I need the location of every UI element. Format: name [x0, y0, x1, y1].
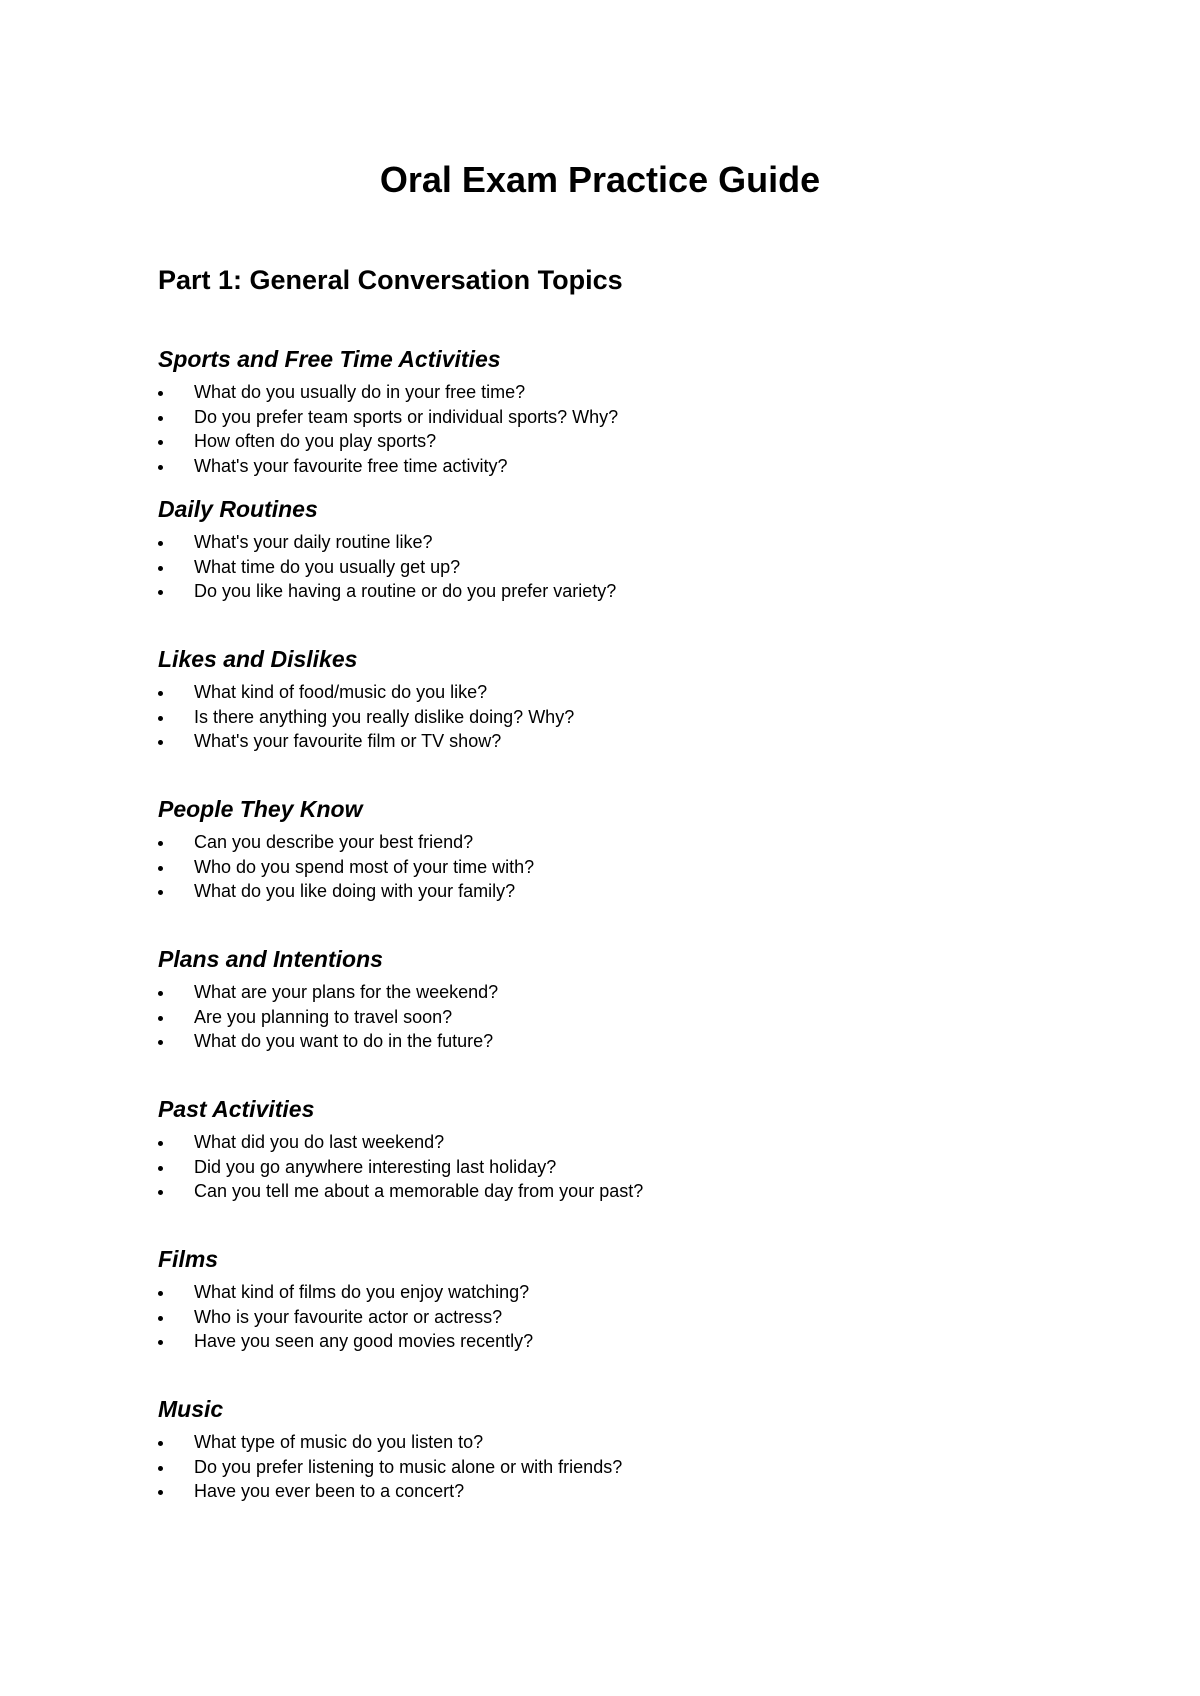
- list-item: [158, 380, 1058, 405]
- question-list: [158, 380, 1058, 478]
- question-text: Who is your favourite actor or actress?: [194, 1306, 503, 1327]
- question-text: Can you describe your best friend?: [194, 832, 474, 852]
- bullet-icon: [158, 391, 163, 396]
- question-list: [158, 1430, 1058, 1504]
- question-list: [158, 1130, 1058, 1204]
- list-item: [158, 1479, 1058, 1504]
- question-text: What do you usually do in your free time?: [194, 382, 526, 402]
- topic-section: [158, 1094, 1058, 1244]
- question-text: How often do you play sports?: [194, 431, 437, 451]
- bullet-icon: [158, 1441, 163, 1446]
- bullet-icon: [158, 1040, 163, 1045]
- bullet-icon: [158, 1016, 163, 1021]
- section-heading: Likes and Dislikes: [158, 646, 358, 672]
- bullet-icon: [158, 1490, 163, 1495]
- topic-section: [158, 1394, 1058, 1544]
- bullet-icon: [158, 841, 163, 846]
- list-item: [158, 1430, 1058, 1455]
- document-title: Oral Exam Practice Guide: [379, 159, 821, 200]
- question-text: Who do you spend most of your time with?: [194, 856, 535, 877]
- bullet-icon: [158, 566, 163, 571]
- question-text: What's your daily routine like?: [194, 532, 433, 552]
- list-item: [158, 705, 1058, 730]
- bullet-icon: [158, 465, 163, 470]
- list-item: [158, 879, 1058, 904]
- bullet-icon: [158, 1291, 163, 1296]
- question-text: What kind of films do you enjoy watching?: [194, 1282, 530, 1302]
- question-list: [158, 680, 1058, 754]
- bullet-icon: [158, 541, 163, 546]
- topic-section: [158, 794, 1058, 944]
- question-text: Are you planning to travel soon?: [194, 1006, 453, 1027]
- question-text: Have you seen any good movies recently?: [194, 1331, 534, 1351]
- bullet-icon: [158, 1340, 163, 1345]
- question-text: What's your favourite free time activity?: [194, 455, 508, 476]
- question-text: What time do you usually get up?: [194, 556, 461, 577]
- bullet-icon: [158, 1166, 163, 1171]
- question-text: Is there anything you really dislike doing? Why?: [194, 706, 575, 727]
- section-heading: Daily Routines: [158, 496, 318, 522]
- section-heading: Films: [158, 1246, 219, 1272]
- bullet-icon: [158, 1141, 163, 1146]
- bullet-icon: [158, 866, 163, 871]
- bullet-icon: [158, 740, 163, 745]
- part-heading: Part 1: General Conversation Topics: [158, 265, 623, 295]
- topic-section: [158, 344, 1058, 494]
- list-item: [158, 1455, 1058, 1480]
- bullet-icon: [158, 440, 163, 445]
- list-item: [158, 1329, 1058, 1354]
- list-item: [158, 1130, 1058, 1155]
- question-text: Do you like having a routine or do you prefer variety?: [194, 581, 617, 601]
- question-text: What are your plans for the weekend?: [194, 982, 499, 1002]
- section-heading: Past Activities: [158, 1096, 315, 1122]
- list-item: [158, 1005, 1058, 1030]
- list-item: [158, 454, 1058, 479]
- section-heading: Plans and Intentions: [158, 946, 383, 972]
- bullet-icon: [158, 590, 163, 595]
- section-heading: People They Know: [158, 796, 363, 822]
- topic-section: [158, 494, 1058, 644]
- bullet-icon: [158, 716, 163, 721]
- question-text: Do you prefer listening to music alone or with friends?: [194, 1456, 623, 1477]
- question-list: [158, 830, 1058, 904]
- list-item: [158, 680, 1058, 705]
- list-item: [158, 530, 1058, 555]
- bullet-icon: [158, 416, 163, 421]
- question-text: What's your favourite film or TV show?: [194, 731, 502, 751]
- question-list: [158, 1280, 1058, 1354]
- bullet-icon: [158, 1466, 163, 1471]
- question-text: Can you tell me about a memorable day from your past?: [194, 1181, 644, 1201]
- list-item: [158, 729, 1058, 754]
- bullet-icon: [158, 1190, 163, 1195]
- section-heading: Sports and Free Time Activities: [158, 346, 501, 372]
- list-item: [158, 855, 1058, 880]
- list-item: [158, 1029, 1058, 1054]
- question-list: [158, 980, 1058, 1054]
- list-item: [158, 1305, 1058, 1330]
- bullet-icon: [158, 991, 163, 996]
- list-item: [158, 980, 1058, 1005]
- list-item: [158, 555, 1058, 580]
- list-item: [158, 579, 1058, 604]
- bullet-icon: [158, 691, 163, 696]
- question-list: [158, 530, 1058, 604]
- question-text: What do you like doing with your family?: [194, 881, 516, 901]
- topic-section: [158, 644, 1058, 794]
- question-text: Do you prefer team sports or individual sports? Why?: [194, 406, 619, 427]
- question-text: What kind of food/music do you like?: [194, 682, 488, 702]
- section-heading: Music: [158, 1396, 224, 1422]
- list-item: [158, 1155, 1058, 1180]
- question-text: Have you ever been to a concert?: [194, 1481, 465, 1501]
- topic-section: [158, 944, 1058, 1094]
- topic-sections: [158, 344, 1058, 1544]
- list-item: [158, 830, 1058, 855]
- question-text: Did you go anywhere interesting last holiday?: [194, 1156, 557, 1177]
- bullet-icon: [158, 1316, 163, 1321]
- topic-section: [158, 1244, 1058, 1394]
- question-text: What did you do last weekend?: [194, 1132, 445, 1152]
- bullet-icon: [158, 890, 163, 895]
- list-item: [158, 1280, 1058, 1305]
- list-item: [158, 429, 1058, 454]
- list-item: [158, 1179, 1058, 1204]
- list-item: [158, 405, 1058, 430]
- question-text: What type of music do you listen to?: [194, 1432, 484, 1452]
- question-text: What do you want to do in the future?: [194, 1031, 494, 1051]
